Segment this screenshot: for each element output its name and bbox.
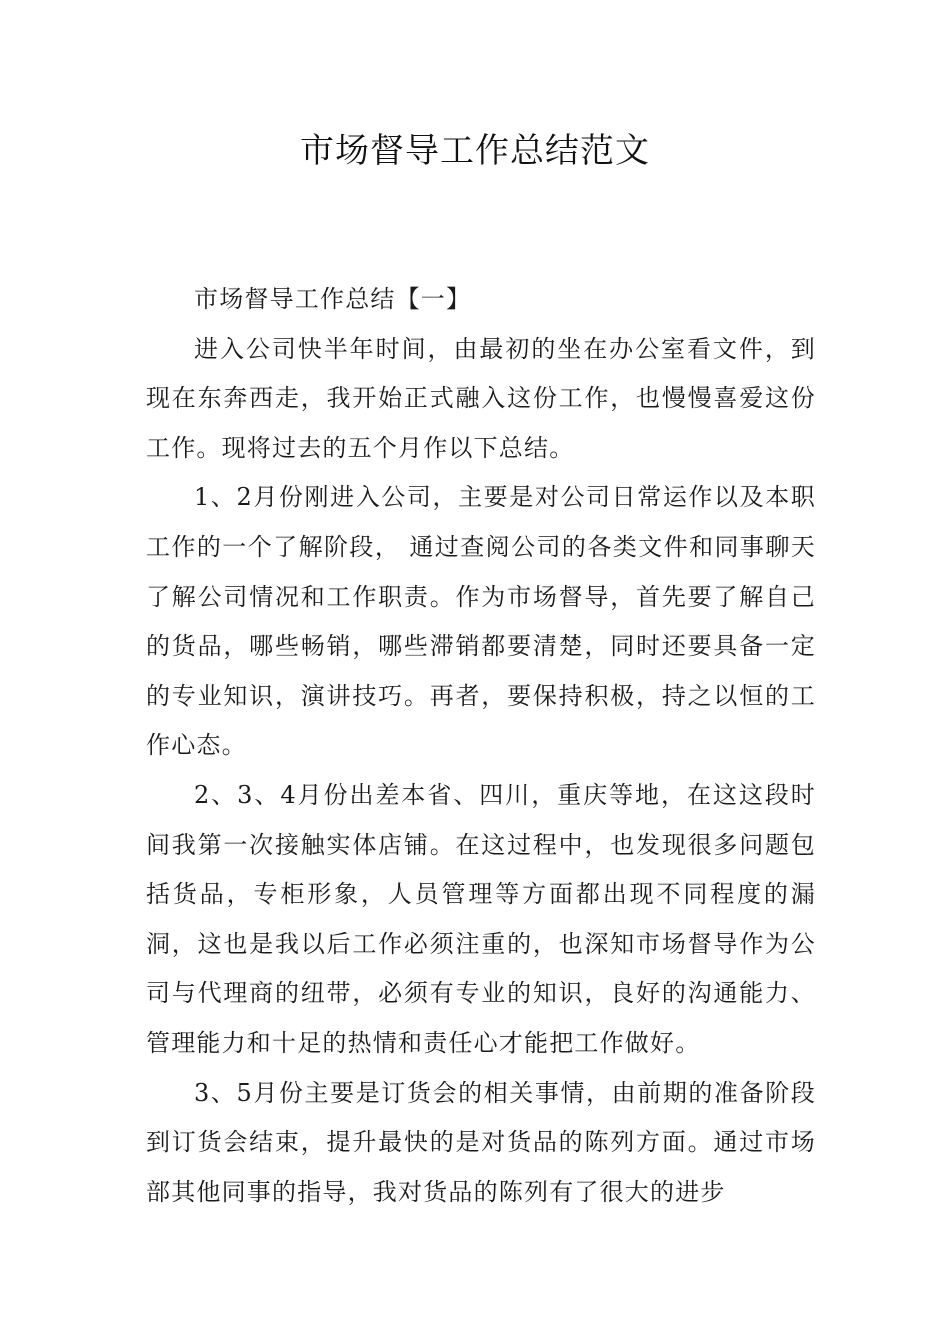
paragraph-item-3: 3、5月份主要是订货会的相关事情，由前期的准备阶段到订货会结束，提升最快的是对货品的陈列方面。通过市场部其他同事的指导，我对货品的陈列有了很大的进步 [146, 1078, 816, 1206]
paragraph-item-2: 2、3、4月份出差本省、四川，重庆等地，在这这段时间我第一次接触实体店铺。在这过程中，也发现很多问题包括货品，专柜形象，人员管理等方面都出现不同程度的漏洞，这也是我以后工作必须注重的，也深知市场督导作为公司与代理商的纽带，必须有专业的知识，良好的沟通能力、管理能力和十足的热情和责任心才能把工作做好。 [146, 780, 816, 1057]
section-heading: 市场督导工作总结【一】 [194, 285, 472, 313]
paragraph-intro: 进入公司快半年时间，由最初的坐在办公室看文件，到现在东奔西走，我开始正式融入这份工作，也慢慢喜爱这份工作。现将过去的五个月作以下总结。 [146, 334, 816, 462]
paragraph-item-1: 1、2月份刚进入公司，主要是对公司日常运作以及本职工作的一个了解阶段， 通过查阅公司的各类文件和同事聊天了解公司情况和工作职责。作为市场督导，首先要了解自己的货品，哪些畅销，哪些滞销都要清楚，同时还要具备一定的专业知识，演讲技巧。再者，要保持积极，持之以恒的工作心态。 [146, 483, 816, 760]
document-title: 市场督导工作总结范文 [300, 131, 650, 171]
document-body [146, 275, 816, 1217]
